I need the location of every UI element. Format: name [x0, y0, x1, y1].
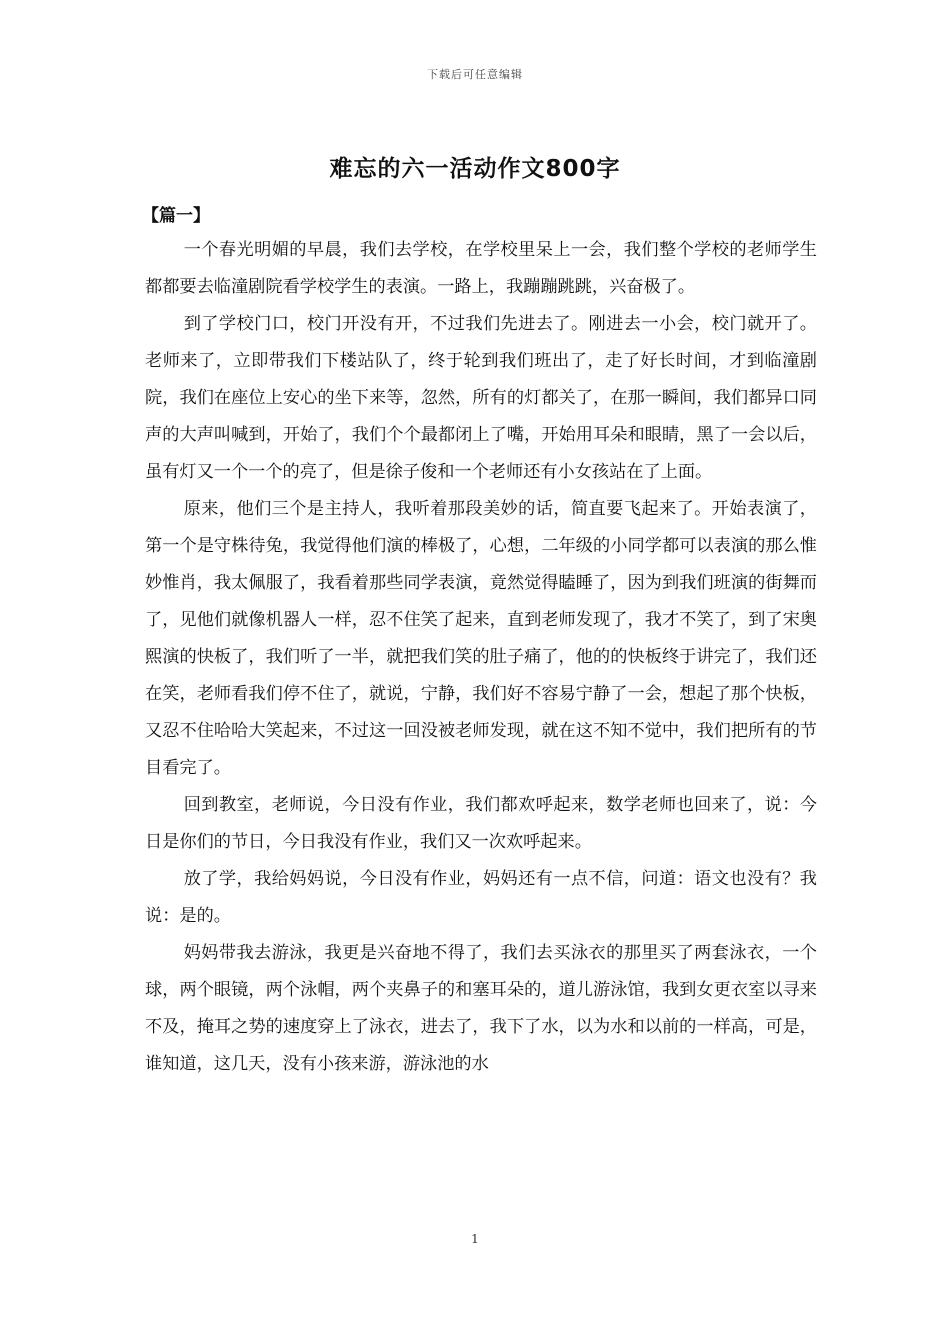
- article-body: [145, 232, 817, 1083]
- paragraph-4: 回到教室，老师说，今日没有作业，我们都欢呼起来，数学老师也回来了，说：今日是你们的节日，今日我没有作业，我们又一次欢呼起来。: [145, 795, 817, 852]
- document-title: 难忘的六一活动作文800字: [329, 156, 621, 182]
- page-header-note: 下载后可任意编辑: [427, 68, 523, 81]
- section-label: 【篇一】: [142, 206, 210, 226]
- paragraph-6: 妈妈带我去游泳，我更是兴奋地不得了，我们去买泳衣的那里买了两套泳衣，一个球，两个眼镜，两个泳帽，两个夹鼻子的和塞耳朵的，道儿游泳馆，我到女更衣室以寻来不及，掩耳之势的速度穿上了泳衣，进去了，我下了水，以为水和以前的一样高，可是，谁知道，这几天，没有小孩来游，游泳池的水: [145, 943, 817, 1074]
- paragraph-5: 放了学，我给妈妈说，今日没有作业，妈妈还有一点不信，问道：语文也没有？我说：是的。: [145, 869, 817, 926]
- page-number: 1: [471, 1232, 479, 1246]
- paragraph-1: 一个春光明媚的早晨，我们去学校，在学校里呆上一会，我们整个学校的老师学生都都要去临潼剧院看学校学生的表演。一路上，我蹦蹦跳跳，兴奋极了。: [145, 240, 817, 297]
- paragraph-3: 原来，他们三个是主持人，我听着那段美妙的话，简直要飞起来了。开始表演了，第一个是守株待兔，我觉得他们演的棒极了，心想，二年级的小同学都可以表演的那么惟妙惟肖，我太佩服了，我看着那些同学表演，竟然觉得瞌睡了，因为到我们班演的街舞而了，见他们就像机器人一样，忍不住笑了起来，直到老师发现了，我才不笑了，到了宋奥熙演的快板了，我们听了一半，就把我们笑的肚子痛了，他的的快板终于讲完了，我们还在笑，老师看我们停不住了，就说，宁静，我们好不容易宁静了一会，想起了那个快板，又忍不住哈哈大笑起来，不过这一回没被老师发现，就在这不知不觉中，我们把所有的节目看完了。: [145, 499, 817, 778]
- paragraph-2: 到了学校门口，校门开没有开，不过我们先进去了。刚进去一小会，校门就开了。老师来了，立即带我们下楼站队了，终于轮到我们班出了，走了好长时间，才到临潼剧院，我们在座位上安心的坐下来等，忽然，所有的灯都关了，在那一瞬间，我们都异口同声的大声叫喊到，开始了，我们个个最都闭上了嘴，开始用耳朵和眼睛，黑了一会以后，虽有灯又一个一个的亮了，但是徐子俊和一个老师还有小女孩站在了上面。: [145, 314, 817, 482]
